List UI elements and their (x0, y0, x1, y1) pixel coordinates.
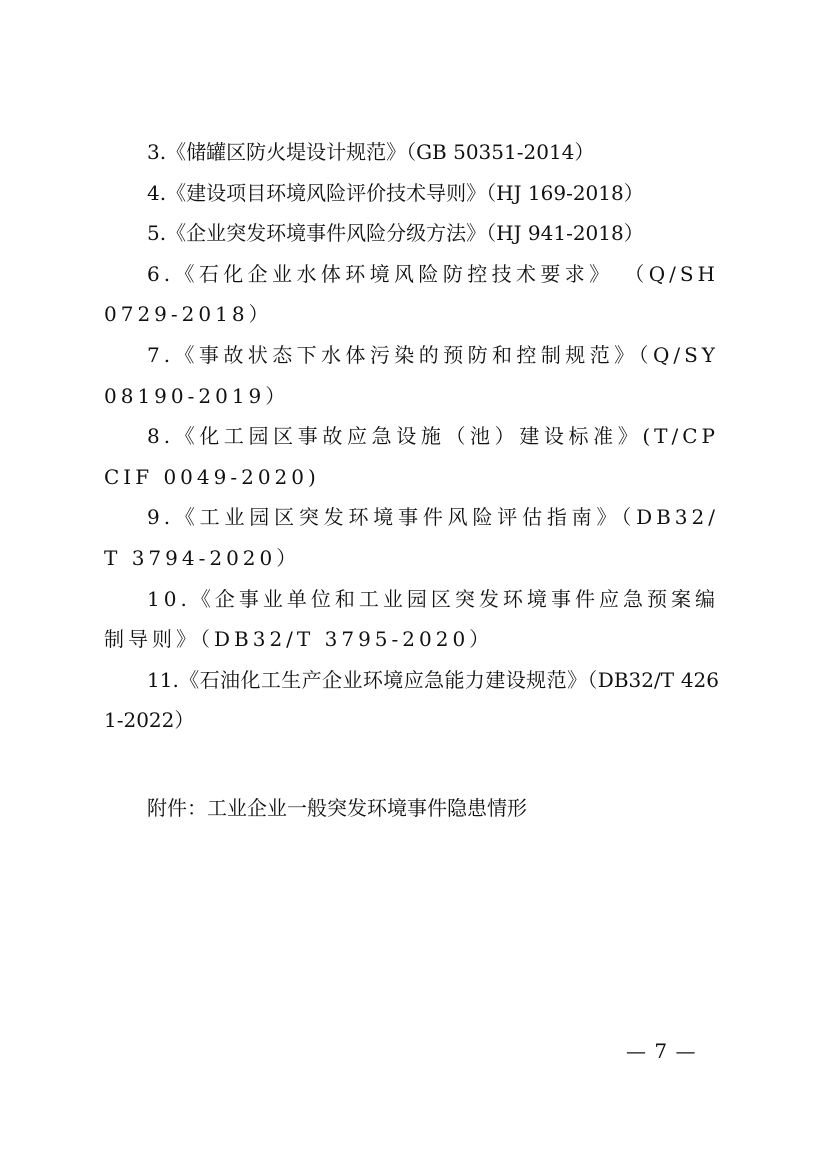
reference-list (104, 132, 719, 741)
reference-item-3: 3.《储罐区防火堤设计规范》（GB 50351-2014） (147, 140, 595, 164)
reference-item-10: 10.《企事业单位和工业园区突发环境事件应急预案编制导则》（DB32/T 3795-2020） (104, 586, 719, 652)
reference-item-6: 6.《石化企业水体环境风险防控技术要求》 （Q/SH 0729-2018） (104, 261, 719, 327)
reference-item-9: 9.《工业园区突发环境事件风险评估指南》（DB32/T 3794-2020） (104, 505, 719, 570)
attachment-note: 附件：工业企业一般突发环境事件隐患情形 (147, 796, 527, 820)
page-number: — 7 — (626, 1039, 697, 1063)
reference-item-5: 5.《企业突发环境事件风险分级方法》（HJ 941-2018） (147, 221, 644, 246)
reference-item-7: 7.《事故状态下水体污染的预防和控制规范》（Q/SY 08190-2019） (104, 342, 719, 408)
reference-item-8: 8.《化工园区事故应急设施（池）建设标准》(T/CPCIF 0049-2020) (104, 424, 719, 489)
reference-item-11: 11.《石油化工生产企业环境应急能力建设规范》（DB32/T 4261-2022） (104, 667, 719, 733)
reference-item-4: 4.《建设项目环境风险评价技术导则》（HJ 169-2018） (147, 180, 644, 205)
